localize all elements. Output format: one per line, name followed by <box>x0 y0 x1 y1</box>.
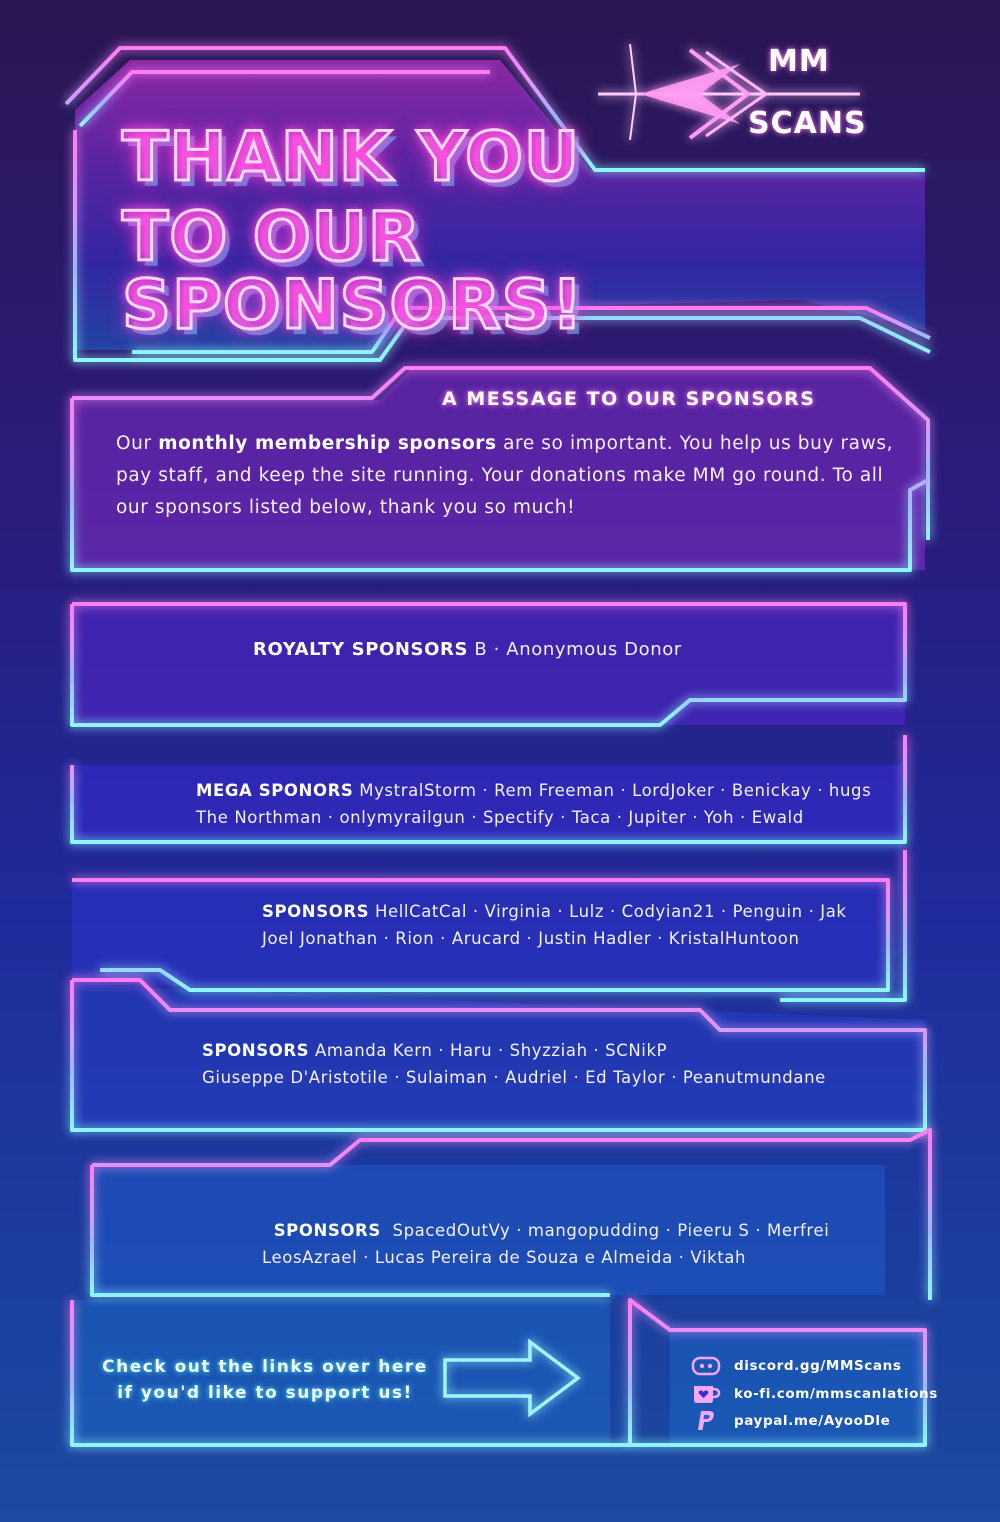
tier-names: Amanda Kern · Haru · Shyzziah · SCNikP <box>309 1041 668 1060</box>
tier-names-2: LeosAzrael · Lucas Pereira de Souza e Almeida · Viktah <box>262 1248 747 1267</box>
kofi-icon <box>690 1382 722 1406</box>
tier-names-2: The Northman · onlymyrailgun · Spectify · Taca · Jupiter · Yoh · Ewald <box>196 808 804 827</box>
title-line2: TO OUR SPONSORS! <box>122 198 584 345</box>
tier-label: SPONSORS <box>262 902 370 921</box>
tier-names: SpacedOutVy · mangopudding · Pieeru S · Merfrei <box>380 1221 830 1240</box>
message-heading: A MESSAGE TO OUR SPONSORS <box>442 388 816 410</box>
tier-label: SPONSORS <box>273 1221 381 1240</box>
message-body <box>116 428 906 524</box>
tier-label: ROYALTY SPONSORS <box>253 639 469 660</box>
link-text[interactable]: ko-fi.com/mmscanlations <box>734 1386 938 1402</box>
paypal-icon <box>690 1409 722 1433</box>
title-line1: THANK YOU <box>122 118 581 197</box>
tier-label: MEGA SPONORS <box>196 781 354 800</box>
tier-names-2: Joel Jonathan · Rion · Arucard · Justin Hadler · KristalHuntoon <box>262 929 800 948</box>
cta-text <box>90 1354 440 1406</box>
tier-royalty <box>253 636 682 663</box>
tier-sponsors-2 <box>202 1037 826 1091</box>
cta-line2: if you'd like to support us! <box>117 1383 413 1403</box>
tier-names: MystralStorm · Rem Freeman · LordJoker · Benickay · hugs <box>353 781 872 800</box>
cta-line1: Check out the links over here <box>102 1357 428 1377</box>
discord-icon <box>690 1354 722 1378</box>
link-text[interactable]: discord.gg/MMScans <box>734 1358 902 1374</box>
link-text[interactable]: paypal.me/AyooDle <box>734 1413 891 1429</box>
message-emphasis: monthly membership sponsors <box>158 433 497 454</box>
tier-label: SPONSORS <box>202 1041 310 1060</box>
message-intro: Our <box>116 433 159 454</box>
tier-sponsors-1 <box>262 898 847 952</box>
brand-line2: SCANS <box>748 106 867 141</box>
link-discord[interactable] <box>690 1353 901 1379</box>
tier-sponsors-3 <box>262 1190 829 1271</box>
message-text: are so important. You help us buy raws, pay staff, and keep the site running. Your donations make MM go round. To all our sponsors listed below, thank you so much! <box>116 433 894 518</box>
link-kofi[interactable] <box>690 1381 938 1407</box>
link-paypal[interactable] <box>690 1408 890 1434</box>
tier-mega <box>196 777 871 831</box>
tier-names: B · Anonymous Donor <box>468 639 682 660</box>
brand-line1: MM <box>768 44 830 79</box>
tier-names-2: Giuseppe D'Aristotile · Sulaiman · Audriel · Ed Taylor · Peanutmundane <box>202 1068 826 1087</box>
tier-names: HellCatCal · Virginia · Lulz · Codyian21 · Penguin · Jak <box>369 902 847 921</box>
